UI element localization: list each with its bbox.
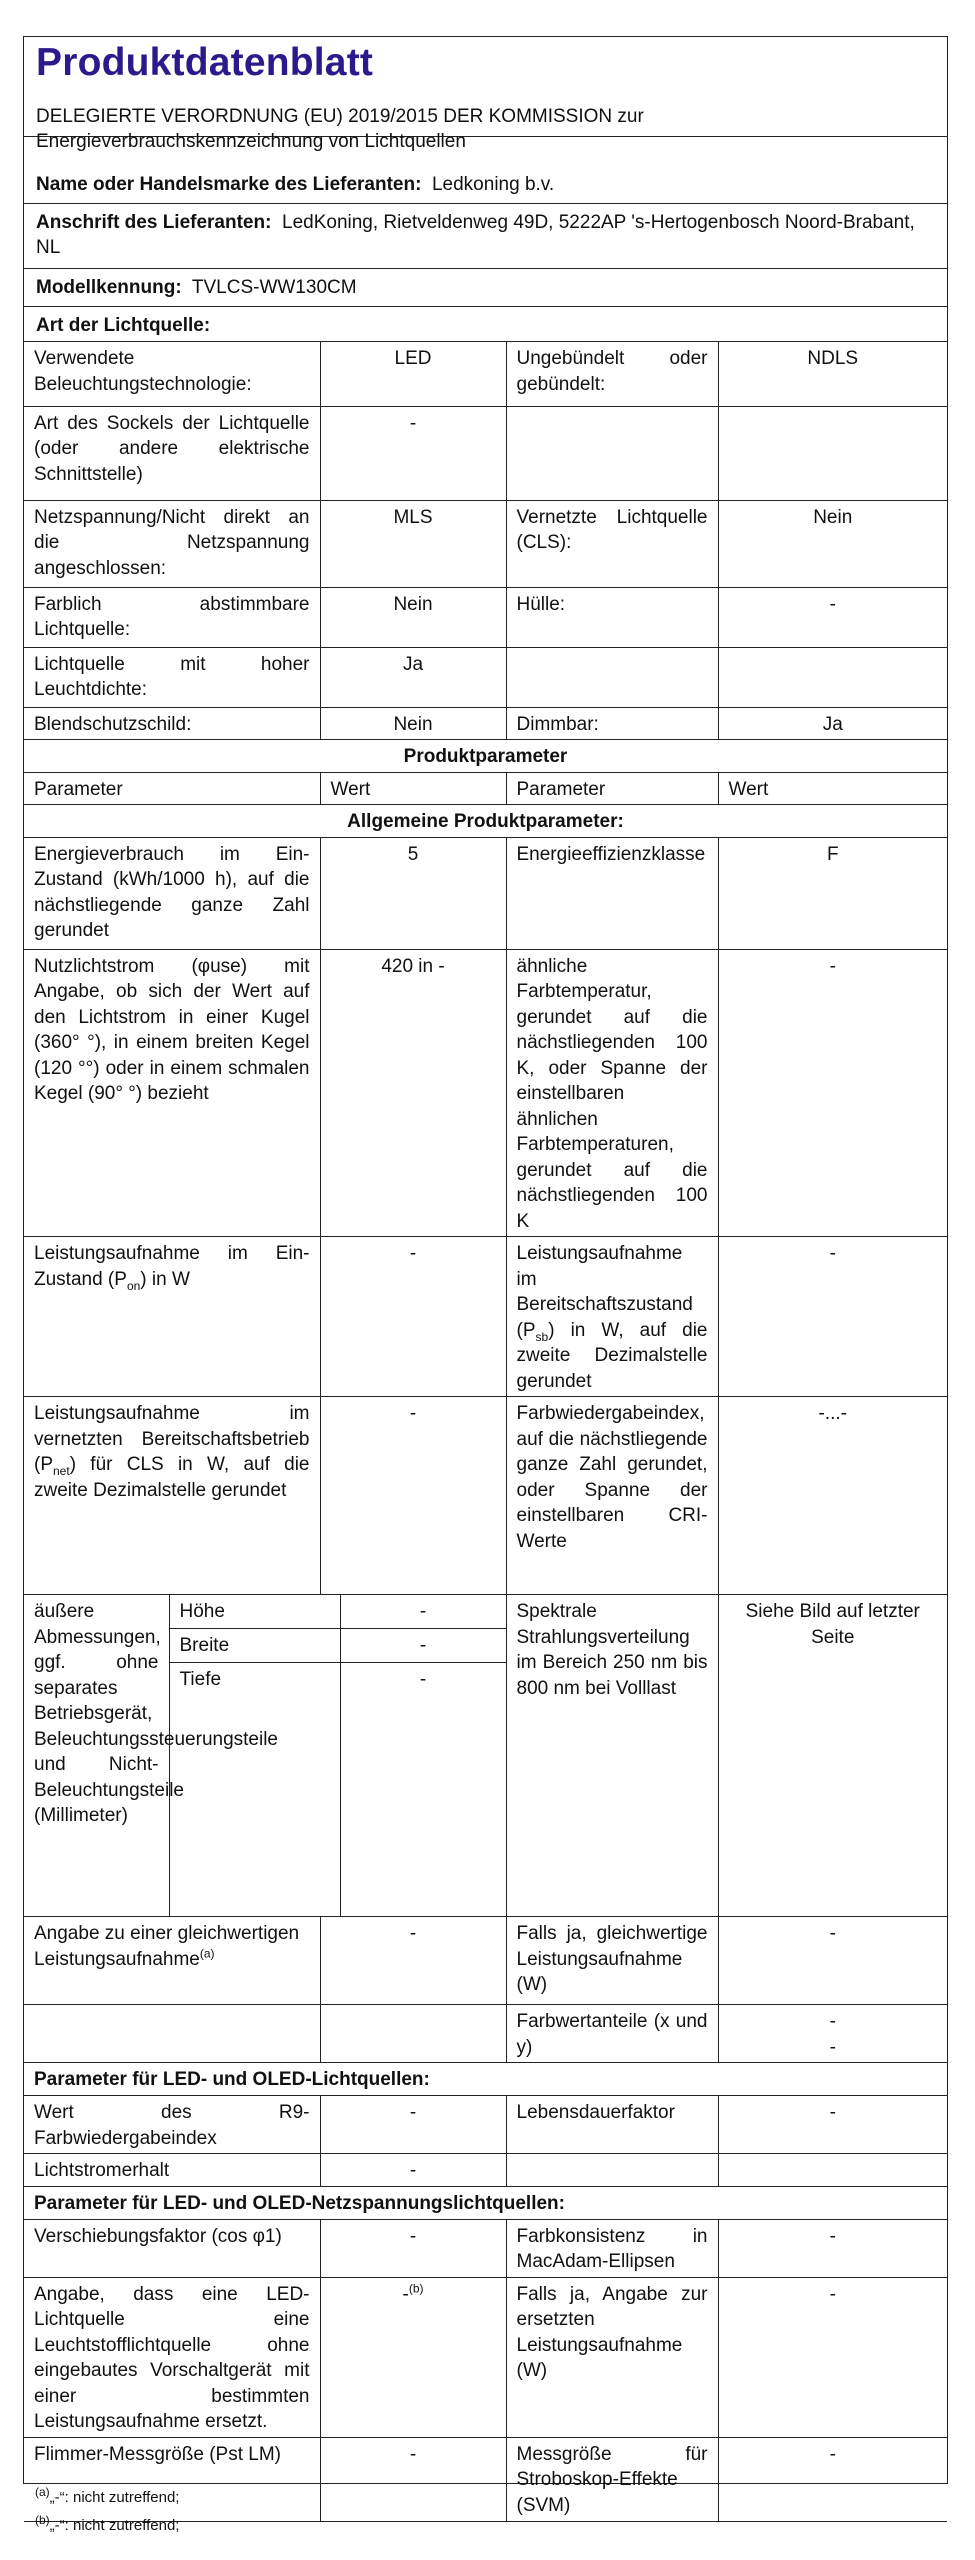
col-header-param: Parameter <box>506 772 718 805</box>
led-params-heading: Parameter für LED- und OLED-Lichtquellen: <box>24 2063 947 2096</box>
maint-label: Lichtstromerhalt <box>24 2154 320 2187</box>
mls-params-heading: Parameter für LED- und OLED-Netzspannungslichtquellen: <box>24 2186 947 2219</box>
energy-value: 5 <box>320 837 506 949</box>
life-value: - <box>718 2096 947 2154</box>
empty-cell <box>506 2154 718 2187</box>
replace-value: -$^{(b)}$ <box>320 2277 506 2437</box>
table-row <box>24 647 947 707</box>
table-row <box>24 837 947 949</box>
svm-label: Messgröße für Stroboskop-Effekte (SVM) <box>506 2437 718 2521</box>
disp-value: - <box>320 2219 506 2277</box>
r9-value: - <box>320 2096 506 2154</box>
supplier-address-value: LedKoning, Rietveldenweg 49D, 5222AP 's-Hertogenbosch Noord-Brabant, NL <box>36 212 915 258</box>
empty-cell <box>320 2005 506 2063</box>
product-params-heading: Produktparameter <box>24 740 947 773</box>
supplier-address-label: Anschrift des Lieferanten: <box>36 212 272 233</box>
supplier-address-row <box>24 204 947 269</box>
equiv-label: Angabe zu einer gleichwertigen Leistungsaufnahme$^{(a)}$ <box>24 1917 320 2005</box>
cap-type-label: Art des Sockels der Lichtquelle (oder andere elektrische Schnittstelle) <box>24 406 320 500</box>
maint-value: - <box>320 2154 506 2187</box>
dimensions-table <box>170 1595 506 1916</box>
empty-cell <box>506 647 718 707</box>
dimensions-cell <box>169 1595 506 1917</box>
table-row <box>24 949 947 1237</box>
consist-value: - <box>718 2219 947 2277</box>
anti-glare-label: Blendschutzschild: <box>24 707 320 740</box>
light-source-heading: Art der Lichtquelle: <box>24 307 947 342</box>
table-row <box>24 1595 947 1917</box>
height-label: Höhe <box>170 1595 341 1629</box>
envelope-label: Hülle: <box>506 587 718 647</box>
empty-cell <box>718 2154 947 2187</box>
dimension-row <box>170 1629 506 1663</box>
table-row <box>24 587 947 647</box>
width-value: - <box>340 1629 506 1663</box>
flux-label: Nutzlichtstrom (φuse) mit Angabe, ob sich der Wert auf den Lichtstrom in einer Kugel (360° °), in einem breiten Kegel (120 °°) oder in einem schmalen Kegel (90° °) bezieht <box>24 949 320 1237</box>
supplier-name-row <box>24 166 947 204</box>
table-row <box>24 2219 947 2277</box>
psb-label: Leistungsaufnahme im Bereitschaftszustand $(P_{sb})$ in W, auf die zweite Dezimalstelle gerundet <box>506 1237 718 1397</box>
dimension-row <box>170 1595 506 1629</box>
dimmable-value: Ja <box>718 707 947 740</box>
table-row <box>24 1237 947 1397</box>
pon-label: Leistungsaufnahme im Ein-Zustand $(P_{on})$ in W <box>24 1237 320 1397</box>
cap-type-value: - <box>320 406 506 500</box>
table-row <box>24 2154 947 2187</box>
table-row <box>24 406 947 500</box>
table-row <box>24 2437 947 2521</box>
table-row <box>24 2277 947 2437</box>
dimmable-label: Dimmbar: <box>506 707 718 740</box>
table-row <box>24 772 947 805</box>
chroma-label: Farbwertanteile (x und y) <box>506 2005 718 2063</box>
directional-label: Ungebündelt oder gebündelt: <box>506 342 718 406</box>
empty-cell <box>718 647 947 707</box>
table-row <box>24 500 947 587</box>
consist-label: Farbkonsistenz in MacAdam-Ellipsen <box>506 2219 718 2277</box>
eff-class-value: F <box>718 837 947 949</box>
supplier-name-value: Ledkoning b.v. <box>431 174 555 195</box>
col-header-param: Parameter <box>24 772 320 805</box>
model-label: Modellkennung: <box>36 277 182 298</box>
flux-value: 420 in - <box>320 949 506 1237</box>
tunable-label: Farblich abstimmbare Lichtquelle: <box>24 587 320 647</box>
model-row <box>24 269 947 307</box>
title-block <box>24 37 947 152</box>
pon-value: - <box>320 1237 506 1397</box>
directional-value: NDLS <box>718 342 947 406</box>
disp-label: Verschiebungsfaktor (cos φ1) <box>24 2219 320 2277</box>
model-value: TVLCS-WW130CM <box>191 277 357 298</box>
depth-label: Tiefe <box>170 1663 341 1917</box>
life-label: Lebensdauerfaktor <box>506 2096 718 2154</box>
tech-label: Verwendete Beleuchtungstechnologie: <box>24 342 320 406</box>
table-row <box>24 342 947 406</box>
envelope-value: - <box>718 587 947 647</box>
eff-class-label: Energieeffizienzklasse <box>506 837 718 949</box>
energy-label: Energieverbrauch im Ein-Zustand (kWh/1000 h), auf die nächstliegende ganze Zahl gerundet <box>24 837 320 949</box>
cri-label: Farbwiedergabeindex, auf die nächstliegende ganze Zahl gerundet, oder Spanne der einstellbaren CRI-Werte <box>506 1397 718 1595</box>
footnote-b: $^{(b)}$„-“: nicht zutreffend; <box>35 2513 180 2534</box>
high-luminance-value: Ja <box>320 647 506 707</box>
r9-label: Wert des R9-Farbwiedergabeindex <box>24 2096 320 2154</box>
replace-label: Angabe, dass eine LED-Lichtquelle eine Leuchtstofflichtquelle ohne eingebautes Vorschaltgerät mit einer bestimmten Leistungsaufnahme ersetzt. <box>24 2277 320 2437</box>
equiv-power-value: - <box>718 1917 947 2005</box>
height-value: - <box>340 1595 506 1629</box>
empty-cell <box>718 406 947 500</box>
tech-value: LED <box>320 342 506 406</box>
regulation-text: DELEGIERTE VERORDNUNG (EU) 2019/2015 DER KOMMISSION zur Energieverbrauchskennzeichnung von Lichtquellen <box>36 106 644 152</box>
cls-label: Vernetzte Lichtquelle (CLS): <box>506 500 718 587</box>
parameter-table <box>24 342 947 2522</box>
table-row <box>24 805 947 838</box>
table-row <box>24 2096 947 2154</box>
cls-value: Nein <box>718 500 947 587</box>
chroma-value: - - <box>718 2005 947 2063</box>
mains-label: Netzspannung/Nicht direkt an die Netzspannung angeschlossen: <box>24 500 320 587</box>
equiv-power-label: Falls ja, gleichwertige Leistungsaufnahme (W) <box>506 1917 718 2005</box>
table-row <box>24 2005 947 2063</box>
table-row <box>24 1917 947 2005</box>
dimensions-label: äußere Abmessungen, ggf. ohne separates Betriebsgerät, Beleuchtungssteuerungsteile und Nicht-Beleuchtungsteile (Millimeter) <box>24 1595 169 1917</box>
table-row <box>24 1397 947 1595</box>
mains-value: MLS <box>320 500 506 587</box>
tunable-value: Nein <box>320 587 506 647</box>
general-params-heading: Allgemeine Produktparameter: <box>24 805 947 838</box>
col-header-value: Wert <box>718 772 947 805</box>
cct-value: - <box>718 949 947 1237</box>
cct-label: ähnliche Farbtemperatur, gerundet auf die nächstliegenden 100 K, oder Spanne der einstellbaren ähnlichen Farbtemperaturen, gerundet auf die nächstliegenden 100 K <box>506 949 718 1237</box>
equiv-value: - <box>320 1917 506 2005</box>
page-title: Produktdatenblatt <box>36 41 374 84</box>
replace-power-value: - <box>718 2277 947 2437</box>
supplier-name-label: Name oder Handelsmarke des Lieferanten: <box>36 174 422 195</box>
anti-glare-value: Nein <box>320 707 506 740</box>
empty-cell <box>506 406 718 500</box>
cri-value: -...- <box>718 1397 947 1595</box>
depth-value: - <box>340 1663 506 1917</box>
pnet-label: Leistungsaufnahme im vernetzten Bereitschaftsbetrieb $(P_{net})$ für CLS in W, auf die zweite Dezimalstelle gerundet <box>24 1397 320 1595</box>
spectral-label: Spektrale Strahlungsverteilung im Bereich 250 nm bis 800 nm bei Volllast <box>506 1595 718 1917</box>
psb-value: - <box>718 1237 947 1397</box>
width-label: Breite <box>170 1629 341 1663</box>
col-header-value: Wert <box>320 772 506 805</box>
footnote-a: $^{(a)}$„-“: nicht zutreffend; <box>35 2485 180 2506</box>
flicker-value: - <box>320 2437 506 2521</box>
pnet-value: - <box>320 1397 506 1595</box>
high-luminance-label: Lichtquelle mit hoher Leuchtdichte: <box>24 647 320 707</box>
table-row <box>24 707 947 740</box>
table-row <box>24 740 947 773</box>
table-row <box>24 2186 947 2219</box>
dimension-row <box>170 1663 506 1917</box>
empty-cell <box>24 2005 320 2063</box>
replace-power-label: Falls ja, Angabe zur ersetzten Leistungsaufnahme (W) <box>506 2277 718 2437</box>
flicker-label: Flimmer-Messgröße (Pst LM) <box>24 2437 320 2521</box>
table-row <box>24 2063 947 2096</box>
spectral-value: Siehe Bild auf letzter Seite <box>718 1595 947 1917</box>
svm-value: - <box>718 2437 947 2521</box>
